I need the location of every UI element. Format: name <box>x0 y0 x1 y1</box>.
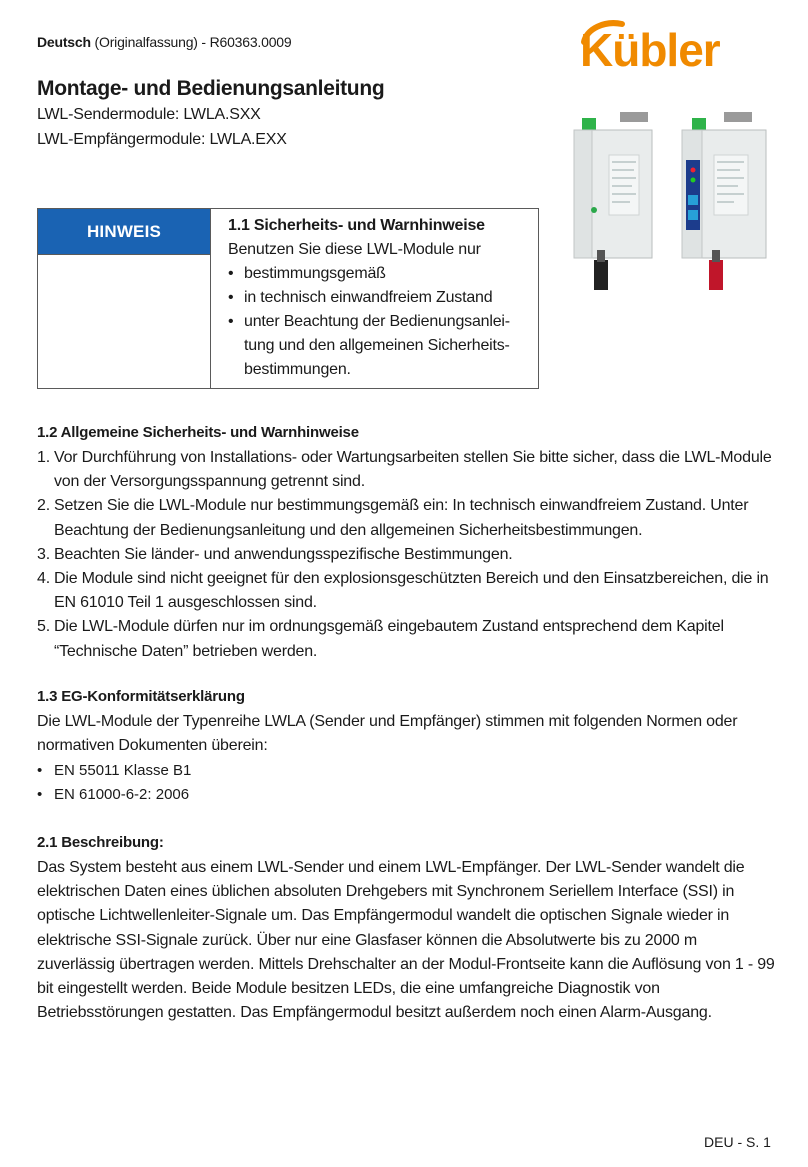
list-number: 3. <box>37 545 50 563</box>
list-item <box>37 543 777 567</box>
kuebler-logo <box>578 16 774 74</box>
list-text: Die Module sind nicht geeignet für den explosionsgeschützten Bereich und den Einsatzbereichen, die in EN 61010 Teil 1 ausgeschlossen sind. <box>54 570 769 612</box>
section-2-1-text: Das System besteht aus einem LWL-Sender und einem LWL-Empfänger. Der LWL-Sender wandelt die elektrischen Daten eines üblichen absoluten Drehgebers mit Synchronem Seriellem Interface (SSI) in optische Lichtwellenleiter-Signale um. Das Empfängermodul wandelt die optischen Signale wieder in elektrische SSI-Signale zurück. Über nur eine Glasfaser können die Absolutwerte bis zu 2000 m zuverlässig übertragen werden. Mittels Drehschalter an der Modul-Frontseite kann die Auflösung von 1 - 99 bit eingestellt werden. Beide Module besitzen LEDs, die eine umfangreiche Diagnostik von Betriebsstörungen gestatten. Das Empfängermodul besitzt außerdem noch einen Alarm-Ausgang. <box>37 859 775 1022</box>
product-photo <box>564 100 778 300</box>
subtitle-sender: LWL-Sendermodule: LWLA.SXX <box>37 106 261 123</box>
notice-bullet: • unter Beachtung der Bedienungsanlei-tung und den allgemeinen Sicherheits-bestimmungen. <box>228 310 533 382</box>
section-1-2-heading: 1.2 Allgemeine Sicherheits- und Warnhinweise <box>37 424 359 441</box>
notice-header-rule <box>38 254 210 255</box>
list-text: Vor Durchführung von Installations- oder Wartungsarbeiten stellen Sie bitte sicher, dass die LWL-Module von der Versorgungsspannung getrennt sind. <box>54 449 772 491</box>
section-1-3-heading: 1.3 EG-Konformitätserklärung <box>37 688 245 705</box>
notice-bullet: • bestimmungsgemäß <box>228 262 533 286</box>
notice-body <box>228 214 533 382</box>
list-text: Beachten Sie länder- und anwendungsspezifische Bestimmungen. <box>54 545 513 563</box>
standard-item: • EN 61000-6-2: 2006 <box>37 783 191 807</box>
safety-instructions-list <box>37 446 777 664</box>
list-number: 1. <box>37 449 50 466</box>
language-label: Deutsch <box>37 34 91 50</box>
list-item <box>37 615 777 663</box>
notice-bullet-list <box>228 262 533 382</box>
logo-text: Kübler <box>580 24 720 74</box>
list-text: Die LWL-Module dürfen nur im ordnungsgemäß eingebautem Zustand entsprechend dem Kapitel “Technische Daten” betrieben werden. <box>54 618 724 660</box>
notice-box <box>37 208 539 389</box>
list-text: Setzen Sie die LWL-Module nur bestimmungsgemäß ein: In technisch einwandfreiem Zustand. Unter Beachtung der Bedienungsanleitung und den allgemeinen Sicherheitsbestimmungen. <box>54 497 749 539</box>
list-item <box>37 494 777 542</box>
section-2-1-heading: 2.1 Beschreibung: <box>37 834 164 851</box>
section-1-3-text: Die LWL-Module der Typenreihe LWLA (Sender und Empfänger) stimmen mit folgenden Normen oder normativen Dokumenten überein: <box>37 713 738 755</box>
language-note: (Originalfassung) - R60363.0009 <box>94 34 292 50</box>
list-item <box>37 567 777 615</box>
page-title: Montage- und Bedienungsanleitung <box>37 77 385 100</box>
subtitle-receiver: LWL-Empfängermodule: LWLA.EXX <box>37 131 287 148</box>
standards-list <box>37 759 191 807</box>
standard-item: • EN 55011 Klasse B1 <box>37 759 191 783</box>
notice-bullet: • in technisch einwandfreiem Zustand <box>228 286 533 310</box>
page-number: DEU - S. 1 <box>704 1134 771 1150</box>
list-number: 2. <box>37 497 50 515</box>
notice-divider <box>210 209 211 388</box>
notice-heading: 1.1 Sicherheits- und Warnhinweise <box>228 217 485 234</box>
notice-label: HINWEIS <box>38 209 210 254</box>
list-number: 4. <box>37 570 50 588</box>
list-item <box>37 446 777 494</box>
list-number: 5. <box>37 618 50 636</box>
document-language-line <box>37 34 291 50</box>
notice-intro: Benutzen Sie diese LWL-Module nur <box>228 241 481 258</box>
